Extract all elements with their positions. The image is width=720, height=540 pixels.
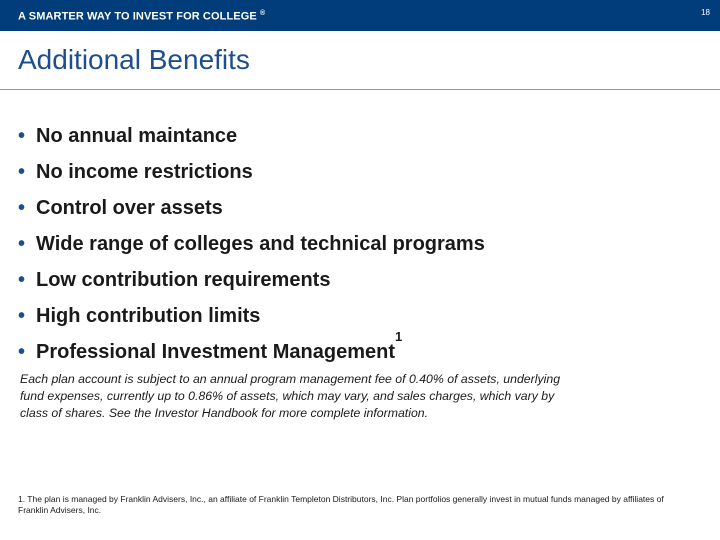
list-item-text: Professional Investment Management bbox=[36, 341, 395, 363]
page-title: Additional Benefits bbox=[18, 44, 250, 75]
header-bar bbox=[0, 0, 720, 31]
list-item-text: Control over assets bbox=[36, 197, 223, 219]
header-title bbox=[18, 10, 265, 23]
title-divider bbox=[0, 89, 720, 90]
bullet-icon: • bbox=[18, 269, 26, 291]
list-item-text: High contribution limits bbox=[36, 305, 261, 327]
list-item-text: Wide range of colleges and technical programs bbox=[36, 233, 485, 255]
list-item-text: No income restrictions bbox=[36, 161, 253, 183]
list-item bbox=[18, 329, 485, 373]
list-item bbox=[18, 121, 485, 157]
list-item-text: No annual maintance bbox=[36, 125, 238, 147]
bullet-icon: • bbox=[18, 305, 26, 327]
bullet-icon: • bbox=[18, 197, 26, 219]
list-item bbox=[18, 193, 485, 229]
footnote bbox=[18, 494, 688, 516]
header-title-text: A SMARTER WAY TO INVEST FOR COLLEGE bbox=[18, 10, 257, 23]
bullet-icon: • bbox=[18, 125, 26, 147]
footnote-line: Franklin Advisers, Inc. bbox=[18, 505, 102, 515]
benefits-list bbox=[18, 121, 485, 373]
registered-mark: ® bbox=[259, 10, 266, 17]
list-item bbox=[18, 229, 485, 265]
list-item bbox=[18, 301, 485, 337]
list-item-text: Low contribution requirements bbox=[36, 269, 331, 291]
fee-disclosure-note: Each plan account is subject to an annual program management fee of 0.40% of assets, underlying fund expenses, currently up to 0.86% of assets, which may vary, and sales charges, which vary by class of shares. See the Investor Handbook for more complete information. bbox=[20, 372, 561, 420]
footnote-marker: 1 bbox=[394, 329, 403, 344]
footnote-line: 1. The plan is managed by Franklin Advisers, Inc., an affiliate of Franklin Templeton Distributors, Inc. Plan portfolios generally invest in mutual funds managed by affiliates of bbox=[18, 494, 664, 504]
list-item bbox=[18, 265, 485, 301]
list-item bbox=[18, 157, 485, 193]
bullet-icon: • bbox=[18, 233, 26, 255]
bullet-icon: • bbox=[18, 161, 26, 183]
page-number: 18 bbox=[701, 8, 710, 17]
bullet-icon: • bbox=[18, 341, 26, 363]
